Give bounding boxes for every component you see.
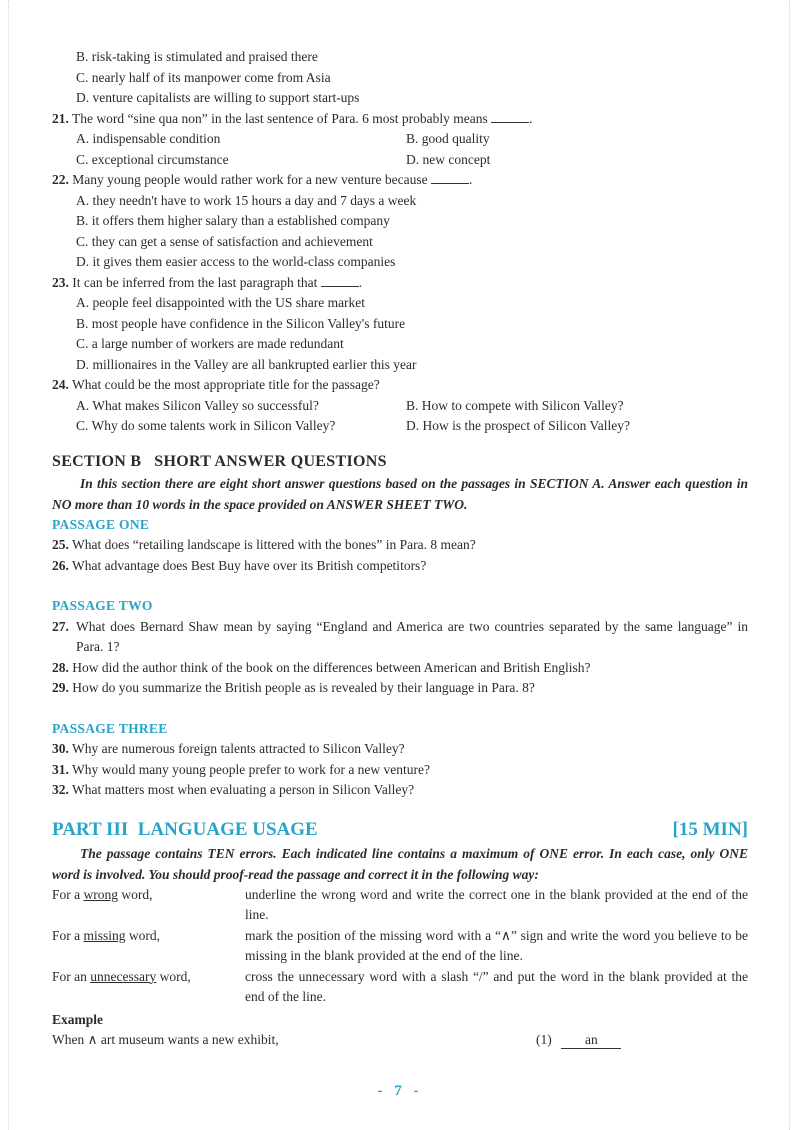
q28-number: 28. [52,659,69,675]
q21-text: The word “sine qua non” in the last sentence of Para. 6 most probably means [72,110,488,126]
rule-wrong-word [52,885,748,926]
passage-two-heading: PASSAGE TWO [52,598,153,613]
q22-option-b: B. it offers them higher salary than a established company [76,213,390,228]
page-content [52,47,748,1051]
rule-label: For a wrong word, [52,886,153,902]
q21-end: . [529,110,533,126]
q29-number: 29. [52,680,69,695]
q22-stem [52,170,748,191]
rule-label: For an unnecessary word, [52,968,191,984]
passage-one-heading: PASSAGE ONE [52,516,150,532]
q32-number: 32. [52,782,69,797]
q23-option-d: D. millionaires in the Valley are all bankrupted earlier this year [76,356,417,372]
q24-stem [52,375,748,396]
q30 [52,739,748,760]
q24-options-row-2 [52,416,748,437]
q21-options-row-2 [52,150,748,171]
rule-missing-word [52,926,748,967]
q22-end: . [469,172,473,187]
q24-option-a: A. What makes Silicon Valley so successful? [76,397,319,413]
page-number: - 7 - [377,1083,423,1099]
part-3-title: PART III LANGUAGE USAGE [52,818,318,840]
q24-option-d: D. How is the prospect of Silicon Valley? [406,418,630,433]
q20-option-b: B. risk-taking is stimulated and praised there [76,49,318,64]
q31-number: 31. [52,761,69,777]
q21-option-a: A. indispensable condition [76,131,221,146]
q23-option-c: C. a large number of workers are made redundant [76,336,344,351]
q32-text: What matters most when evaluating a person in Silicon Valley? [72,782,415,797]
q23-end: . [358,274,363,290]
q22-option-d: D. it gives them easier access to the world-class companies [76,254,396,269]
spacer [52,576,748,596]
part-3-time: [15 MIN] [672,818,748,840]
example-answer-slot [536,1030,748,1051]
q22-option-a: A. they needn't have to work 15 hours a day and 7 days a week [76,192,417,208]
q21-blank [491,110,529,123]
q23-text: It can be inferred from the last paragraph that [72,274,318,290]
q23-option-a: A. people feel disappointed with the US share market [76,295,366,310]
q24-option-c: C. Why do some talents work in Silicon Valley? [76,418,336,433]
q29 [52,678,748,699]
q27-text: What does Bernard Shaw mean by saying “England and America are two countries separated by the same language” in Para. 1? [76,618,748,654]
q25-text: What does “retailing landscape is littered with the bones” in Para. 8 mean? [72,537,476,552]
example-sentence: When ∧ art museum wants a new exhibit, [52,1032,279,1047]
q24-number: 24. [52,377,69,392]
q25 [52,535,748,556]
q23-stem [52,273,748,294]
right-page-edge [789,0,792,1130]
q26 [52,556,748,577]
left-page-edge [8,0,11,1130]
example-label: Example [52,1011,104,1027]
example-line-number: (1) [536,1032,552,1047]
q20-option-c: C. nearly half of its manpower come from Asia [76,69,331,85]
q27 [52,617,748,658]
rule-text: cross the unnecessary word with a slash “/” and put the word in the blank provided at the end of the line. [245,968,748,1004]
q23-option-b: B. most people have confidence in the Silicon Valley's future [76,315,406,331]
q29-text: How do you summarize the British people as is revealed by their language in Para. 8? [72,680,535,695]
q32 [52,780,748,801]
q22-blank [431,171,469,184]
q21-number: 21. [52,110,69,126]
q21-stem [52,109,748,130]
q21-option-d: D. new concept [406,151,491,167]
section-b-title: SECTION B SHORT ANSWER QUESTIONS [52,452,387,470]
q21-option-c: C. exceptional circumstance [76,151,229,167]
q25-number: 25. [52,537,69,552]
part-3-heading [52,817,748,843]
q21-option-b: B. good quality [406,131,490,146]
q31-text: Why would many young people prefer to work for a new venture? [72,761,431,777]
q24-option-b: B. How to compete with Silicon Valley? [406,397,624,413]
q23-blank [321,274,359,287]
example-answer: an [561,1032,621,1049]
q21-options-row-1 [52,129,748,150]
rule-text: underline the wrong word and write the correct one in the blank provided at the end of the line. [245,886,748,922]
q28 [52,658,748,679]
spacer [52,699,748,719]
rule-text: mark the position of the missing word with a “∧” sign and write the word you believe to be missing in the blank provided at the end of the line. [245,927,748,963]
part-3-instruction: The passage contains TEN errors. Each indicated line contains a maximum of ONE error. In each case, only ONE word is involved. You should proof-read the passage and correct it in the following way: [52,845,748,882]
q22-option-c: C. they can get a sense of satisfaction and achievement [76,233,373,249]
rule-unnecessary-word [52,967,748,1008]
q22-text: Many young people would rather work for a new venture because [72,172,428,187]
q24-text: What could be the most appropriate title for the passage? [72,377,380,392]
q26-text: What advantage does Best Buy have over its British competitors? [72,557,427,573]
example-row [52,1030,748,1051]
q20-option-d: D. venture capitalists are willing to support start-ups [76,90,360,105]
q28-text: How did the author think of the book on the differences between American and British English? [72,659,591,675]
q26-number: 26. [52,557,69,573]
q30-number: 30. [52,741,69,756]
section-b-instruction: In this section there are eight short answer questions based on the passages in SECTION A. Answer each question in NO more than 10 words in the space provided on ANSWER SHEET TWO. [52,475,748,512]
q27-number: 27. [52,618,69,634]
passage-three-heading: PASSAGE THREE [52,720,168,736]
q24-options-row-1 [52,396,748,417]
rule-label: For a missing word, [52,927,161,943]
q30-text: Why are numerous foreign talents attracted to Silicon Valley? [72,741,405,756]
q31 [52,760,748,781]
q22-number: 22. [52,172,69,187]
q23-number: 23. [52,274,69,290]
